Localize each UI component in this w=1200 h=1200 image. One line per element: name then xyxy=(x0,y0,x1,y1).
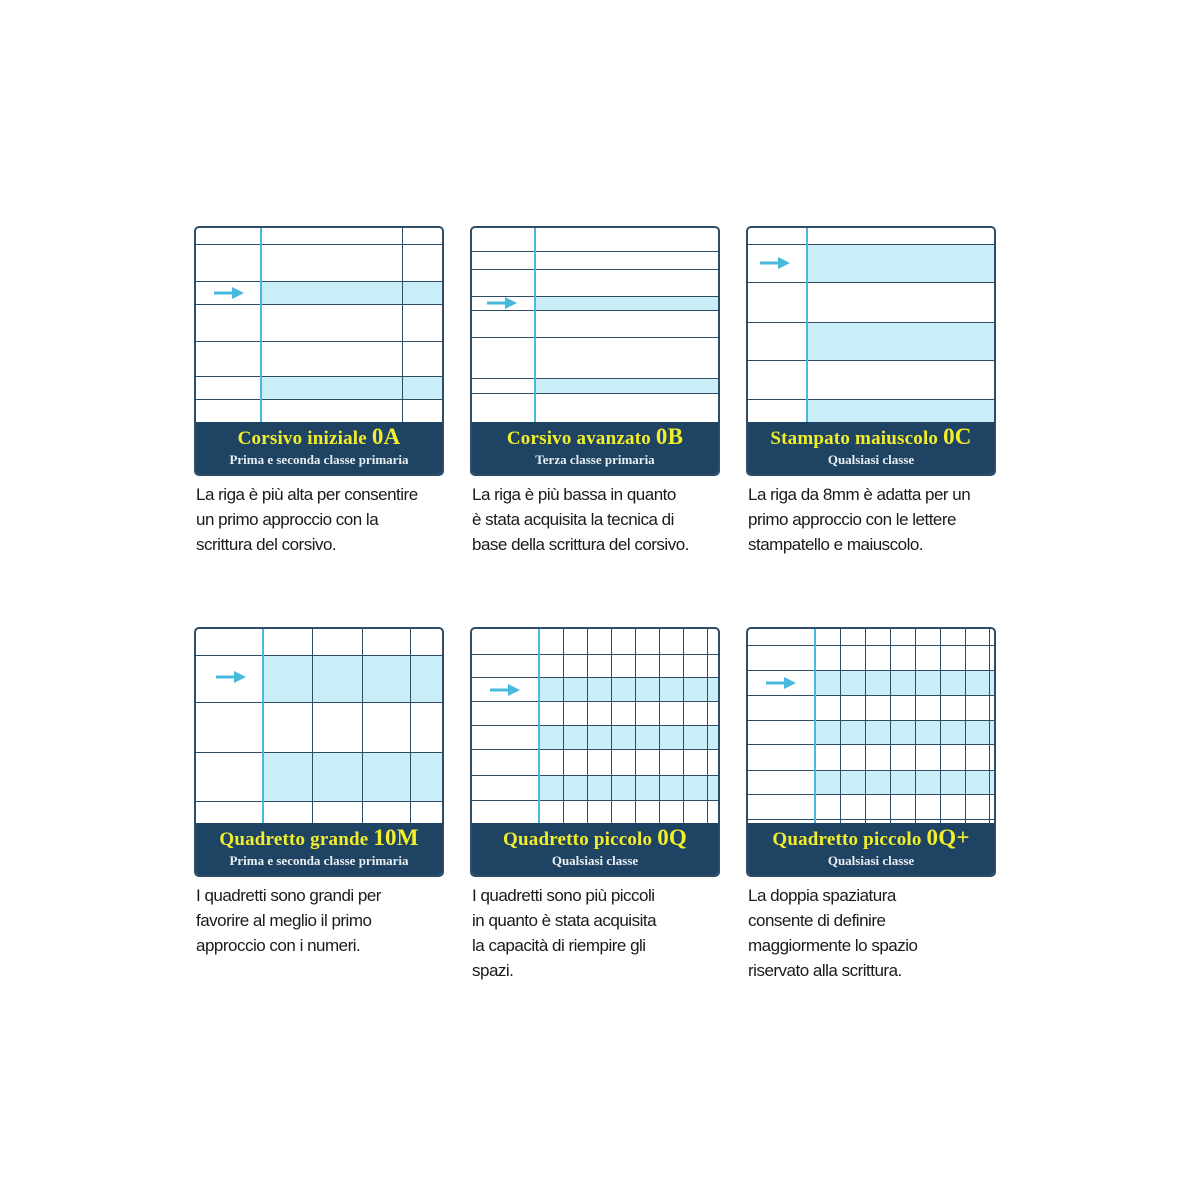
banner-0q xyxy=(472,823,718,875)
arrow-right-icon xyxy=(760,257,790,269)
highlight-band xyxy=(807,244,994,282)
ruling-preview-0b xyxy=(470,226,720,476)
notebook-code: 0Q+ xyxy=(926,825,970,850)
notebook-description: I quadretti sono più piccoli in quanto è stata acquisita la capacità di riempire gli spazi. xyxy=(472,886,657,980)
notebook-description: La riga è più bassa in quanto è stata acquisita la tecnica di base della scrittura del corsivo. xyxy=(472,485,689,554)
arrow-right-icon xyxy=(214,287,244,299)
highlight-band xyxy=(535,296,718,310)
arrow-right-icon xyxy=(766,677,796,689)
ruling-preview-0c xyxy=(746,226,996,476)
highlight-band xyxy=(261,281,442,304)
banner-10m xyxy=(196,823,442,875)
notebook-title: Stampato maiuscolo 0C xyxy=(770,424,972,449)
card-quadretto-grande-10m xyxy=(194,627,444,958)
notebook-code: 0B xyxy=(655,424,684,449)
highlight-band xyxy=(261,376,442,399)
notebook-description: I quadretti sono grandi per favorire al meglio il primo approccio con i numeri. xyxy=(196,886,381,955)
card-stampato-maiuscolo-0c xyxy=(746,226,996,557)
notebook-code: 10M xyxy=(373,825,419,850)
card-quadretto-piccolo-0q xyxy=(470,627,720,983)
ruling-preview-0a xyxy=(194,226,444,476)
banner-0q-plus xyxy=(748,823,994,875)
notebook-code: 0A xyxy=(371,424,401,449)
notebook-subtitle: Qualsiasi classe xyxy=(827,853,915,868)
notebook-title: Corsivo iniziale 0A xyxy=(237,424,401,449)
arrow-right-icon xyxy=(490,684,520,696)
card-quadretto-piccolo-0q-plus xyxy=(746,627,996,983)
notebook-title: Corsivo avanzato 0B xyxy=(506,424,684,449)
notebook-description: La riga è più alta per consentire un primo approccio con la scrittura del corsivo. xyxy=(196,485,418,554)
banner-0b xyxy=(472,422,718,474)
notebook-code: 0C xyxy=(943,424,972,449)
notebook-title: Quadretto grande 10M xyxy=(219,825,419,850)
card-corsivo-iniziale-0a xyxy=(194,226,444,557)
notebook-title: Quadretto piccolo 0Q+ xyxy=(772,825,970,850)
ruling-preview-0q xyxy=(470,627,720,877)
highlight-band xyxy=(539,725,718,749)
highlight-band xyxy=(807,322,994,360)
banner-0c xyxy=(748,422,994,474)
notebook-description: La doppia spaziatura consente di definire maggiormente lo spazio riservato alla scrittura. xyxy=(748,886,918,980)
notebook-title: Quadretto piccolo 0Q xyxy=(503,825,687,850)
notebook-subtitle: Qualsiasi classe xyxy=(551,853,639,868)
highlight-band xyxy=(535,378,718,393)
card-corsivo-avanzato-0b xyxy=(470,226,720,557)
arrow-right-icon xyxy=(216,671,246,683)
highlight-band xyxy=(263,752,442,801)
ruling-preview-10m xyxy=(194,627,444,877)
notebook-subtitle: Prima e seconda classe primaria xyxy=(229,452,409,467)
notebook-subtitle: Terza classe primaria xyxy=(535,452,655,467)
notebook-subtitle: Qualsiasi classe xyxy=(827,452,915,467)
banner-0a xyxy=(196,422,442,474)
arrow-right-icon xyxy=(487,297,517,309)
highlight-band xyxy=(815,720,994,744)
notebook-description: La riga da 8mm è adatta per un primo approccio con le lettere stampatello e maiuscolo. xyxy=(748,485,971,554)
highlight-band xyxy=(815,670,994,695)
ruling-lines xyxy=(472,252,718,394)
highlight-band xyxy=(539,677,718,701)
highlight-band xyxy=(539,775,718,800)
notebook-subtitle: Prima e seconda classe primaria xyxy=(229,853,409,868)
highlight-band xyxy=(815,770,994,794)
notebook-code: 0Q xyxy=(657,825,687,850)
ruling-preview-0q-plus xyxy=(746,627,996,877)
highlight-band xyxy=(263,655,442,702)
